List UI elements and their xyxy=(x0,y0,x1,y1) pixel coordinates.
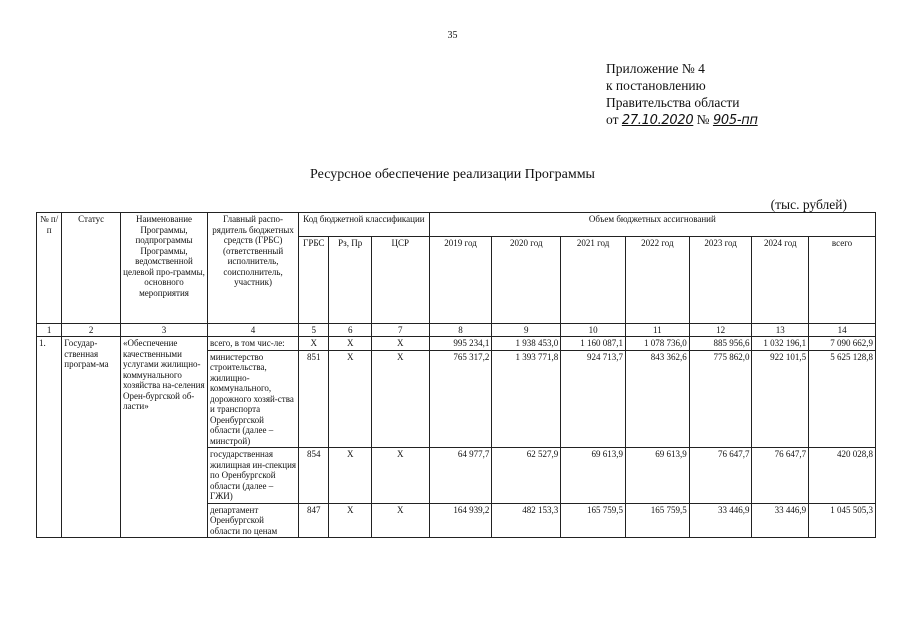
code-rzpr-cell: Х xyxy=(329,448,372,504)
col-number: 4 xyxy=(208,324,299,337)
col-number: 6 xyxy=(329,324,372,337)
date-prefix: от xyxy=(606,112,619,127)
code-csr-cell: Х xyxy=(371,503,429,538)
value-2022: 1 078 736,0 xyxy=(625,337,689,351)
col-number: 1 xyxy=(37,324,62,337)
value-total: 5 625 128,8 xyxy=(809,350,876,448)
col-number: 5 xyxy=(299,324,329,337)
appendix-government: Правительства области xyxy=(606,95,740,110)
table-row xyxy=(37,337,876,351)
code-rzpr-cell: Х xyxy=(329,337,372,351)
program-status: Государ-ственная програм-ма xyxy=(62,337,121,538)
value-2021: 69 613,9 xyxy=(561,448,626,504)
resource-table xyxy=(36,212,876,538)
header-code-group: Код бюджетной классификации xyxy=(299,213,430,237)
header-num: № п/п xyxy=(37,213,62,324)
value-2020: 62 527,9 xyxy=(492,448,561,504)
value-2021: 924 713,7 xyxy=(561,350,626,448)
value-2022: 843 362,6 xyxy=(625,350,689,448)
col-number: 7 xyxy=(371,324,429,337)
col-number: 2 xyxy=(62,324,121,337)
handwritten-date: 27.10.2020 xyxy=(621,113,694,128)
value-2024: 76 647,7 xyxy=(752,448,809,504)
grbs-cell: государственная жилищная ин-спекция по Оренбургской области (далее – ГЖИ) xyxy=(208,448,299,504)
program-num: 1. xyxy=(37,337,62,538)
value-2021: 165 759,5 xyxy=(561,503,626,538)
value-2023: 33 446,9 xyxy=(689,503,752,538)
value-2023: 885 956,6 xyxy=(689,337,752,351)
code-csr-cell: Х xyxy=(371,448,429,504)
header-2024: 2024 год xyxy=(752,237,809,324)
grbs-cell: всего, в том чис-ле: xyxy=(208,337,299,351)
code-grbs-cell: 854 xyxy=(299,448,329,504)
code-rzpr-cell: Х xyxy=(329,350,372,448)
header-2019: 2019 год xyxy=(429,237,492,324)
value-2024: 1 032 196,1 xyxy=(752,337,809,351)
value-total: 420 028,8 xyxy=(809,448,876,504)
grbs-cell: министерство строительства, жилищно-коммунального, дорожного хозяй-ства и транспорта Оренбургской области (далее – минстрой) xyxy=(208,350,299,448)
header-2020: 2020 год xyxy=(492,237,561,324)
col-number: 12 xyxy=(689,324,752,337)
value-2024: 922 101,5 xyxy=(752,350,809,448)
units-label: (тыс. рублей) xyxy=(770,197,847,212)
value-2022: 165 759,5 xyxy=(625,503,689,538)
value-2019: 995 234,1 xyxy=(429,337,492,351)
code-rzpr-cell: Х xyxy=(329,503,372,538)
header-status: Статус xyxy=(62,213,121,324)
col-number: 9 xyxy=(492,324,561,337)
col-number: 8 xyxy=(429,324,492,337)
value-2023: 775 862,0 xyxy=(689,350,752,448)
header-total: всего xyxy=(809,237,876,324)
col-number: 3 xyxy=(120,324,207,337)
code-csr-cell: Х xyxy=(371,337,429,351)
header-code-grbs: ГРБС xyxy=(299,237,329,324)
col-number: 14 xyxy=(809,324,876,337)
value-2019: 765 317,2 xyxy=(429,350,492,448)
document-title: Ресурсное обеспечение реализации Программы xyxy=(310,167,595,182)
header-2022: 2022 год xyxy=(625,237,689,324)
value-2020: 1 393 771,8 xyxy=(492,350,561,448)
appendix-block xyxy=(606,60,758,129)
col-number: 10 xyxy=(561,324,626,337)
value-total: 7 090 662,9 xyxy=(809,337,876,351)
header-code-csr: ЦСР xyxy=(371,237,429,324)
header-row-1 xyxy=(37,213,876,237)
page-number: 35 xyxy=(447,30,458,41)
header-grbs: Главный распо-рядитель бюджетных средств (ГРБС) (ответственный исполнитель, соисполнитель, участник) xyxy=(208,213,299,324)
value-2023: 76 647,7 xyxy=(689,448,752,504)
value-2021: 1 160 087,1 xyxy=(561,337,626,351)
appendix-date-line xyxy=(606,111,758,129)
number-prefix: № xyxy=(696,112,710,127)
value-2024: 33 446,9 xyxy=(752,503,809,538)
header-2021: 2021 год xyxy=(561,237,626,324)
code-csr-cell: Х xyxy=(371,350,429,448)
col-number: 13 xyxy=(752,324,809,337)
handwritten-number: 905-пп xyxy=(712,113,758,128)
col-number: 11 xyxy=(625,324,689,337)
value-2019: 64 977,7 xyxy=(429,448,492,504)
grbs-cell: департамент Оренбургской области по ценам xyxy=(208,503,299,538)
value-2020: 482 153,3 xyxy=(492,503,561,538)
header-volume-group: Объем бюджетных ассигнований xyxy=(429,213,875,237)
header-name: Наименование Программы, подпрограммы Программы, ведомственной целевой про-граммы, основного мероприятия xyxy=(120,213,207,324)
column-number-row xyxy=(37,324,876,337)
header-code-rzpr: Рз, Пр xyxy=(329,237,372,324)
code-grbs-cell: 847 xyxy=(299,503,329,538)
value-total: 1 045 505,3 xyxy=(809,503,876,538)
value-2022: 69 613,9 xyxy=(625,448,689,504)
code-grbs-cell: Х xyxy=(299,337,329,351)
appendix-resolution: к постановлению xyxy=(606,78,706,93)
appendix-title: Приложение № 4 xyxy=(606,61,705,76)
code-grbs-cell: 851 xyxy=(299,350,329,448)
value-2019: 164 939,2 xyxy=(429,503,492,538)
program-name: «Обеспечение качественными услугами жилищно-коммунального хозяйства на-селения Орен-бургской об-ласти» xyxy=(120,337,207,538)
header-2023: 2023 год xyxy=(689,237,752,324)
value-2020: 1 938 453,0 xyxy=(492,337,561,351)
